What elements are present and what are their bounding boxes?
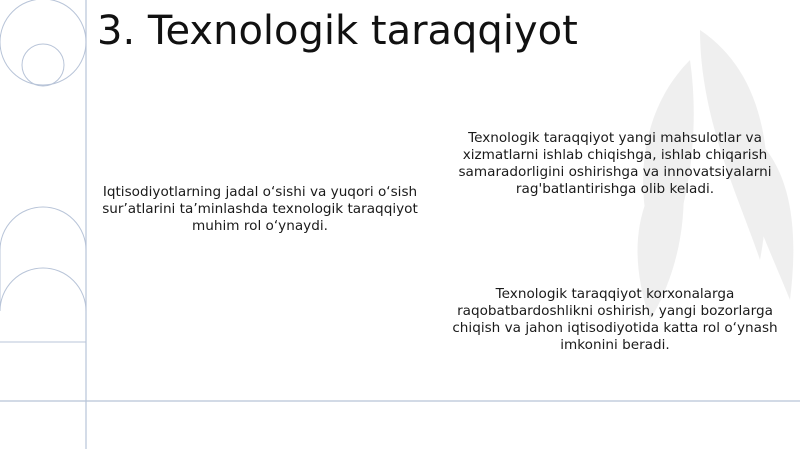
deco-arch-1 [0, 207, 86, 250]
deco-arch-2 [0, 268, 86, 311]
deco-circle-small [22, 44, 64, 86]
left-paragraph: Iqtisodiyotlarning jadal o‘sishi va yuqori o‘sish sur’atlarini ta’minlashda texnologik taraqqiyot muhim rol o‘ynaydi. [102, 184, 418, 234]
right-paragraph-bottom: Texnologik taraqqiyot korxonalarga raqobatbardoshlikni oshirish, yangi bozorlarga chiqish va jahon iqtisodiyotida katta rol o‘ynash imkonini beradi. [452, 286, 778, 353]
right-paragraph-top: Texnologik taraqqiyot yangi mahsulotlar va xizmatlarni ishlab chiqishga, ishlab chiqarish samaradorligini oshirishga va innovatsiyalarni rag'batlantirishga olib keladi. [458, 130, 772, 197]
deco-circle-large [0, 0, 86, 85]
slide-title: 3. Texnologik taraqqiyot [97, 8, 578, 54]
